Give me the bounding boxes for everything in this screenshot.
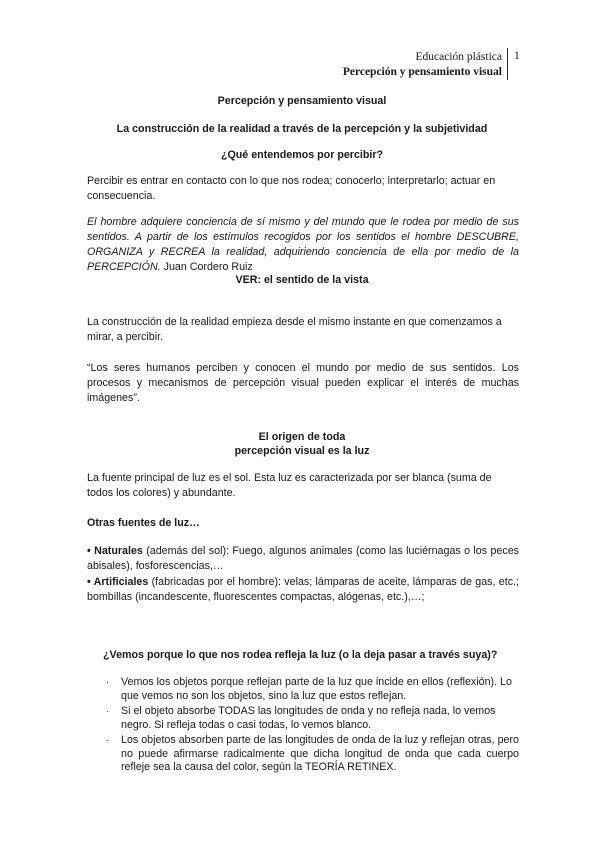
- bullet-dot-icon: ·: [106, 706, 109, 716]
- paragraph-percibir: Percibir es entrar en contacto con lo que nos rodea; conocerlo; interpretarlo; actuar en consecuencia.: [87, 175, 496, 202]
- list-item-text: Vemos los objetos porque reflejan parte de la luz que incide en ellos (reflexión). Lo que vemos no son los objetos, sino la luz que estos reflejan.: [121, 676, 512, 702]
- heading-origin-line2: percepción visual es la luz: [234, 445, 370, 457]
- quote-text: El hombre adquiere conciencia de sí mismo y del mundo que le rodea por medio de sus sentidos. A partir de los estímulos recogidos por los sentidos el hombre DESCUBRE, ORGANIZA y RECREA la realidad, adquiriendo conciencia de ella por medio de la PERCEPCIÓN.: [87, 216, 519, 273]
- list-item: [106, 734, 519, 775]
- heading-ver: VER: el sentido de la vista: [235, 274, 369, 286]
- page-number: 1: [514, 50, 520, 62]
- question-reflexion: ¿Vemos porque lo que nos rodea refleja la luz (o la deja pasar a través suya)?: [103, 649, 498, 661]
- source-label: • Naturales: [87, 545, 143, 557]
- heading-other-sources: Otras fuentes de luz…: [87, 517, 200, 529]
- heading-origin-line1: El origen de toda: [258, 431, 346, 443]
- page-subtitle: La construcción de la realidad a través de la percepción y la subjetividad: [116, 123, 488, 135]
- quote-block: [87, 215, 519, 275]
- source-text: (fabricadas por el hombre): velas; lámparas de aceite, lámparas de gas, etc.; bombillas (incandescente, fluorescentes compactas, alógenas, etc.),…;: [87, 576, 519, 603]
- source-text: (además del sol): Fuego, algunos animales (como las luciérnagas o los peces abisales), fosforescencias,…: [87, 545, 519, 572]
- page-title: Percepción y pensamiento visual: [217, 95, 387, 107]
- header-subject: Educación plástica: [415, 51, 502, 63]
- list-item-text: Si el objeto absorbe TODAS las longitudes de onda y no refleja nada, lo vemos negro. Si refleja todas o casi todas, lo vemos blanco.: [121, 705, 496, 731]
- bullet-dot-icon: ·: [106, 677, 109, 687]
- list-item: [106, 705, 519, 732]
- paragraph-fuente-principal: La fuente principal de luz es el sol. Esta luz es caracterizada por ser blanca (suma de todos los colores) y abundante.: [87, 472, 492, 499]
- list-item-text: Los objetos absorben parte de las longitudes de onda de la luz y reflejan otras, pero no puede afirmarse radicalmente que dicha longitud de onda que cada cuerpo refleje sea la causa del color, según la TEORÍA RETINEX.: [121, 734, 519, 773]
- quote-author: Juan Cordero Ruiz: [163, 261, 253, 273]
- list-item: [106, 676, 519, 703]
- header-subtitle: Percepción y pensamiento visual: [342, 66, 502, 78]
- header-divider: [507, 48, 508, 80]
- question-percibir: ¿Qué entendemos por percibir?: [220, 149, 384, 161]
- bullet-dot-icon: ·: [106, 735, 109, 745]
- source-item-naturales: [87, 544, 519, 574]
- source-item-artificiales: [87, 575, 519, 605]
- paragraph-seres-humanos: “Los seres humanos perciben y conocen el mundo por medio de sus sentidos. Los procesos y mecanismos de percepción visual pueden explicar el interés de muchas imágenes”.: [87, 362, 519, 404]
- paragraph-construccion: La construcción de la realidad empieza desde el mismo instante en que comenzamos a mirar, a percibir.: [87, 316, 502, 343]
- source-label: • Artificiales: [87, 576, 149, 588]
